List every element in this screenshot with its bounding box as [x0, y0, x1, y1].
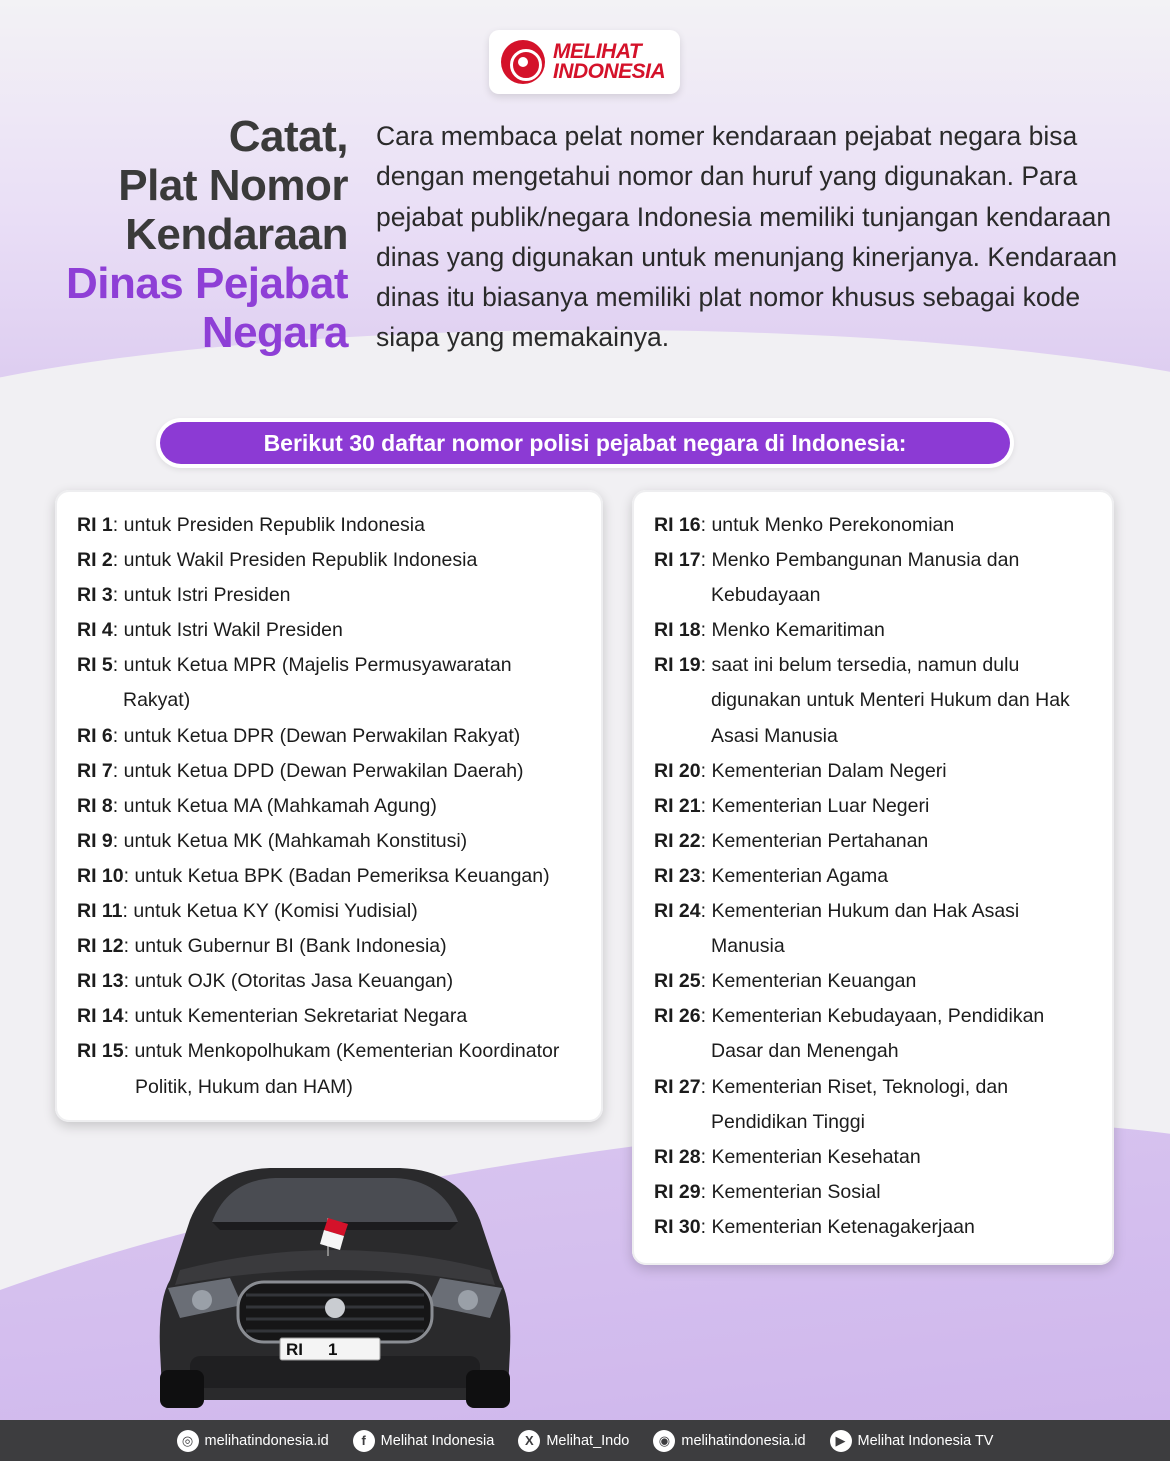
plate-description: : untuk Ketua MA (Mahkamah Agung) — [112, 794, 437, 817]
title-line-4: Dinas Pejabat — [65, 259, 348, 308]
brand-logo — [489, 30, 680, 94]
youtube-icon: ▶ — [830, 1430, 852, 1452]
plate-code: RI 9 — [77, 829, 113, 852]
plate-code: RI 14 — [77, 1005, 124, 1028]
list-title-banner — [156, 418, 1014, 468]
list-item — [77, 578, 583, 613]
page-title — [30, 112, 348, 357]
right-list-card — [632, 490, 1114, 1265]
list-item — [77, 1034, 583, 1104]
title-line-2: Plat Nomor — [118, 161, 348, 210]
title-line-1: Catat, — [228, 112, 348, 161]
plate-description: : untuk Menko Perekonomian — [700, 514, 955, 536]
plate-code: RI 30 — [654, 1215, 701, 1238]
plate-code: RI 26 — [654, 1005, 701, 1028]
plate-description: : untuk Kementerian Sekretariat Negara — [123, 1005, 468, 1028]
plate-description: : untuk Menkopolhukam (Kementerian Koordinator Politik, Hukum dan HAM) — [123, 1040, 560, 1098]
footer-label: Melihat Indonesia — [380, 1432, 495, 1449]
list-item — [77, 754, 583, 789]
list-item — [654, 1210, 1094, 1245]
plate-code: RI 6 — [77, 724, 113, 747]
list-item — [77, 964, 583, 999]
plate-code: RI 5 — [77, 654, 113, 677]
logo-icon — [501, 40, 545, 84]
left-list — [77, 508, 583, 1105]
plate-right-text: 1 — [328, 1340, 338, 1359]
x-icon: X — [518, 1430, 540, 1452]
footer-bar — [0, 1420, 1170, 1461]
footer-label: melihatindonesia.id — [681, 1432, 806, 1449]
plate-code: RI 1 — [77, 514, 113, 536]
footer-label: Melihat Indonesia TV — [857, 1432, 994, 1449]
footer-label: melihatindonesia.id — [204, 1432, 329, 1449]
footer-item-youtube[interactable] — [830, 1430, 994, 1452]
plate-description: : Kementerian Keuangan — [700, 970, 917, 993]
plate-description: : untuk Wakil Presiden Republik Indonesia — [112, 549, 478, 572]
intro-paragraph: Cara membaca pelat nomer kendaraan pejabat negara bisa dengan mengetahui nomor dan huruf yang digunakan. Para pejabat publik/negara Indonesia memiliki tunjangan kendaraan dinas yang digunakan untuk menunjang kinerjanya. Kendaraan dinas itu biasanya memiliki plat nomor khusus sebagai kode siapa yang memakainya. — [376, 121, 1118, 353]
plate-code: RI 13 — [77, 970, 124, 993]
plate-description: : untuk Gubernur BI (Bank Indonesia) — [123, 935, 447, 958]
list-item — [77, 929, 583, 964]
list-item — [654, 859, 1094, 894]
plate-code: RI 22 — [654, 829, 701, 852]
plate-description: : Kementerian Sosial — [700, 1180, 881, 1203]
list-item — [77, 859, 583, 894]
plate-description: : untuk Ketua MK (Mahkamah Konstitusi) — [112, 829, 468, 852]
list-item — [77, 999, 583, 1034]
footer-item-facebook[interactable] — [353, 1430, 495, 1452]
plate-code: RI 18 — [654, 619, 701, 642]
plate-description: : Kementerian Pertahanan — [700, 829, 929, 852]
list-item — [654, 543, 1094, 613]
plate-code: RI 21 — [654, 794, 701, 817]
plate-description: : Kementerian Agama — [700, 864, 889, 887]
footer-item-globe[interactable] — [177, 1430, 329, 1452]
plate-description: : Kementerian Ketenagakerjaan — [700, 1215, 975, 1238]
list-item — [654, 754, 1094, 789]
right-list — [654, 508, 1094, 1245]
list-item — [654, 824, 1094, 859]
plate-code: RI 17 — [654, 549, 701, 572]
plate-description: : Kementerian Kesehatan — [700, 1145, 921, 1168]
list-item — [654, 1140, 1094, 1175]
list-item — [77, 508, 583, 543]
list-title: Berikut 30 daftar nomor polisi pejabat negara di Indonesia: — [160, 422, 1010, 464]
plate-code: RI 20 — [654, 759, 701, 782]
left-list-card — [55, 490, 603, 1122]
title-line-3: Kendaraan — [125, 210, 348, 259]
plate-left-text: RI — [286, 1340, 303, 1359]
list-item — [654, 508, 1094, 543]
plate-description: : untuk Ketua KY (Komisi Yudisial) — [122, 900, 418, 923]
plate-code: RI 25 — [654, 970, 701, 993]
plate-code: RI 3 — [77, 584, 113, 607]
plate-description: : Kementerian Hukum dan Hak Asasi Manusia — [700, 900, 1020, 958]
list-item — [654, 789, 1094, 824]
list-item — [77, 824, 583, 859]
globe-icon: ◎ — [177, 1430, 199, 1452]
official-car-illustration — [150, 1160, 520, 1410]
plate-description: : Kementerian Dalam Negeri — [700, 759, 947, 782]
plate-description: : untuk Ketua DPR (Dewan Perwakilan Rakyat) — [112, 724, 521, 747]
plate-code: RI 28 — [654, 1145, 701, 1168]
plate-description: : untuk OJK (Otoritas Jasa Keuangan) — [123, 970, 454, 993]
plate-code: RI 29 — [654, 1180, 701, 1203]
list-item — [654, 648, 1094, 753]
plate-description: : Kementerian Luar Negeri — [700, 794, 930, 817]
plate-description: : saat ini belum tersedia, namun dulu digunakan untuk Menteri Hukum dan Hak Asasi Manusia — [700, 654, 1070, 747]
list-item — [77, 894, 583, 929]
list-item — [654, 613, 1094, 648]
plate-code: RI 15 — [77, 1040, 124, 1063]
plate-description: : Menko Kemaritiman — [700, 619, 885, 642]
title-line-5: Negara — [201, 308, 348, 357]
plate-code: RI 10 — [77, 864, 124, 887]
list-item — [654, 999, 1094, 1069]
plate-description: : Menko Pembangunan Manusia dan Kebudayaan — [700, 549, 1020, 607]
plate-code: RI 7 — [77, 759, 113, 782]
plate-description: : untuk Presiden Republik Indonesia — [112, 514, 425, 536]
list-item — [77, 719, 583, 754]
plate-code: RI 2 — [77, 549, 113, 572]
plate-code: RI 24 — [654, 900, 701, 923]
list-item — [654, 1175, 1094, 1210]
plate-code: RI 23 — [654, 864, 701, 887]
plate-description: : Kementerian Kebudayaan, Pendidikan Dasar dan Menengah — [700, 1005, 1045, 1063]
plate-description: : untuk Ketua BPK (Badan Pemeriksa Keuangan) — [123, 864, 550, 887]
plate-description: : untuk Ketua MPR (Majelis Permusyawaratan Rakyat) — [112, 654, 512, 712]
logo-text: MELIHAT INDONESIA — [553, 40, 666, 83]
plate-code: RI 19 — [654, 654, 701, 677]
list-item — [654, 894, 1094, 964]
list-item — [654, 1070, 1094, 1140]
plate-code: RI 11 — [77, 900, 123, 923]
list-item — [77, 543, 583, 578]
facebook-icon: f — [353, 1430, 375, 1452]
plate-description: : untuk Istri Presiden — [112, 584, 291, 607]
plate-description: : untuk Ketua DPD (Dewan Perwakilan Daerah) — [112, 759, 524, 782]
footer-label: Melihat_Indo — [546, 1432, 630, 1449]
plate-code: RI 8 — [77, 794, 113, 817]
plate-code: RI 16 — [654, 514, 701, 536]
instagram-icon: ◉ — [653, 1430, 675, 1452]
plate-code: RI 4 — [77, 619, 113, 642]
plate-description: : untuk Istri Wakil Presiden — [112, 619, 343, 642]
list-item — [77, 613, 583, 648]
list-item — [654, 964, 1094, 999]
list-item — [77, 789, 583, 824]
plate-code: RI 12 — [77, 935, 124, 958]
list-item — [77, 648, 583, 718]
footer-item-x[interactable] — [518, 1430, 629, 1452]
footer-item-instagram[interactable] — [653, 1430, 805, 1452]
plate-code: RI 27 — [654, 1075, 701, 1098]
plate-description: : Kementerian Riset, Teknologi, dan Pendidikan Tinggi — [700, 1075, 1009, 1133]
